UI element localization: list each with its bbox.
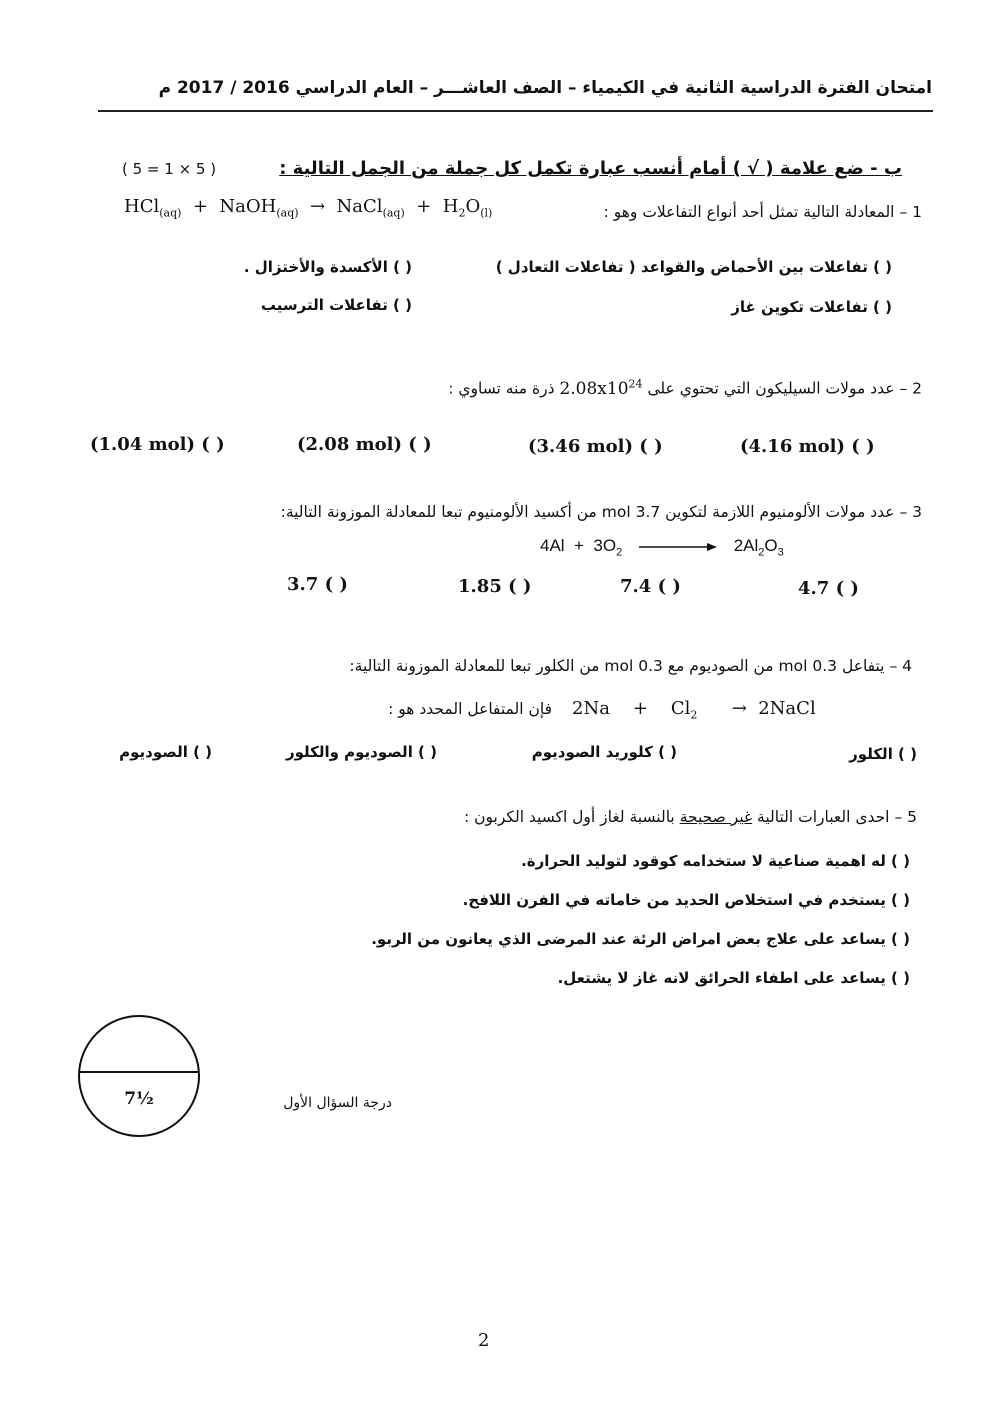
score-label: درجة السؤال الأول [283,1095,392,1111]
question-2: 2 – عدد مولات السيليكون التي تحتوي على $2.08x10^{24}$ ذرة منه تساوي : [448,377,922,399]
emphasis-not-correct: غير صحيحة [679,808,753,826]
q5-option-a[interactable]: ( ) له اهمية صناعية لا ستخدامه كوقود لتوليد الحرارة. [521,852,910,870]
question-1 [604,203,922,221]
question-4: 4 – يتفاعل 0.3 mol من الصوديوم مع 0.3 mol من الكلور تبعا للمعادلة الموزونة التالية: [349,657,912,675]
q3-equation: $4Al + 3O_2$ $2Al_2O_3$ [540,536,784,559]
q4-option-b[interactable]: ( ) كلوريد الصوديوم [531,743,677,761]
score-value: 7½ [124,1089,154,1109]
q4-option-a[interactable]: ( ) الكلور [849,745,917,763]
score-circle [78,1015,200,1137]
q4-subtext: فإن المتفاعل المحدد هو : [388,700,552,718]
q2-option-a[interactable]: (4.16 mol) ( ) [740,436,875,457]
question-5: 5 – احدى العبارات التالية غير صحيحة بالنسبة لغاز أول اكسيد الكربون : [464,808,917,826]
q1-option-d[interactable]: ( ) تفاعلات الترسيب [260,296,412,314]
q3-option-c[interactable]: 1.85 ( ) [458,576,532,597]
q5-option-c[interactable]: ( ) يساعد على علاج بعض امراض الرئة عند المرضى الذي يعانون من الربو. [371,930,910,948]
q3-option-a[interactable]: 4.7 ( ) [798,578,859,599]
q5-option-d[interactable]: ( ) يساعد على اطفاء الحرائق لانه غاز لا يشتعل. [557,969,910,987]
q2-option-b[interactable]: (3.46 mol) ( ) [528,436,663,457]
score-divider [80,1071,198,1073]
q1-option-a[interactable]: ( ) تفاعلات بين الأحماض والقواعد ( تفاعلات التعادل ) [495,258,892,276]
header-divider [98,110,933,112]
q2-option-d[interactable]: (1.04 mol) ( ) [90,434,225,455]
question-number: 1 – [899,203,922,221]
q3-option-b[interactable]: 7.4 ( ) [620,576,681,597]
q3-option-d[interactable]: 3.7 ( ) [287,574,348,595]
q1-option-c[interactable]: ( ) تفاعلات تكوين غاز [731,298,892,316]
exam-header: امتحان الفترة الدراسية الثانية في الكيمياء – الصف العاشـــر – العام الدراسي 2016 / 2017 م [158,78,932,98]
q2-option-c[interactable]: (2.08 mol) ( ) [297,434,432,455]
question-text: المعادلة التالية تمثل أحد أنواع التفاعلات وهو : [603,203,895,221]
q1-option-b[interactable]: ( ) الأكسدة والأختزال . [243,258,412,276]
reaction-arrow-icon [637,541,719,553]
section-instruction: ب - ضع علامة ( √ ) أمام أنسب عبارة تكمل كل جملة من الجمل التالية : [279,158,902,179]
q4-option-c[interactable]: ( ) الصوديوم والكلور [285,743,437,761]
section-marks: ( 5 = 1 × 5 ) [122,160,217,178]
q4-option-d[interactable]: ( ) الصوديوم [119,743,212,761]
q1-equation: HCl$_{(aq)}$ + NaOH$_{(aq)}$ → NaCl$_{(aq)}$ + $H_2O_{(l)}$ [124,196,493,220]
page-number: 2 [478,1330,490,1351]
q5-option-b[interactable]: ( ) يستخدم في استخلاص الحديد من خاماته في الفرن اللافح. [462,891,910,909]
question-3: 3 – عدد مولات الألومنيوم اللازمة لتكوين 3.7 mol من أكسيد الألومنيوم تبعا للمعادلة الموزونة التالية: [280,503,922,521]
q4-equation: 2Na + $Cl_2$ → 2NaCl [572,698,816,722]
